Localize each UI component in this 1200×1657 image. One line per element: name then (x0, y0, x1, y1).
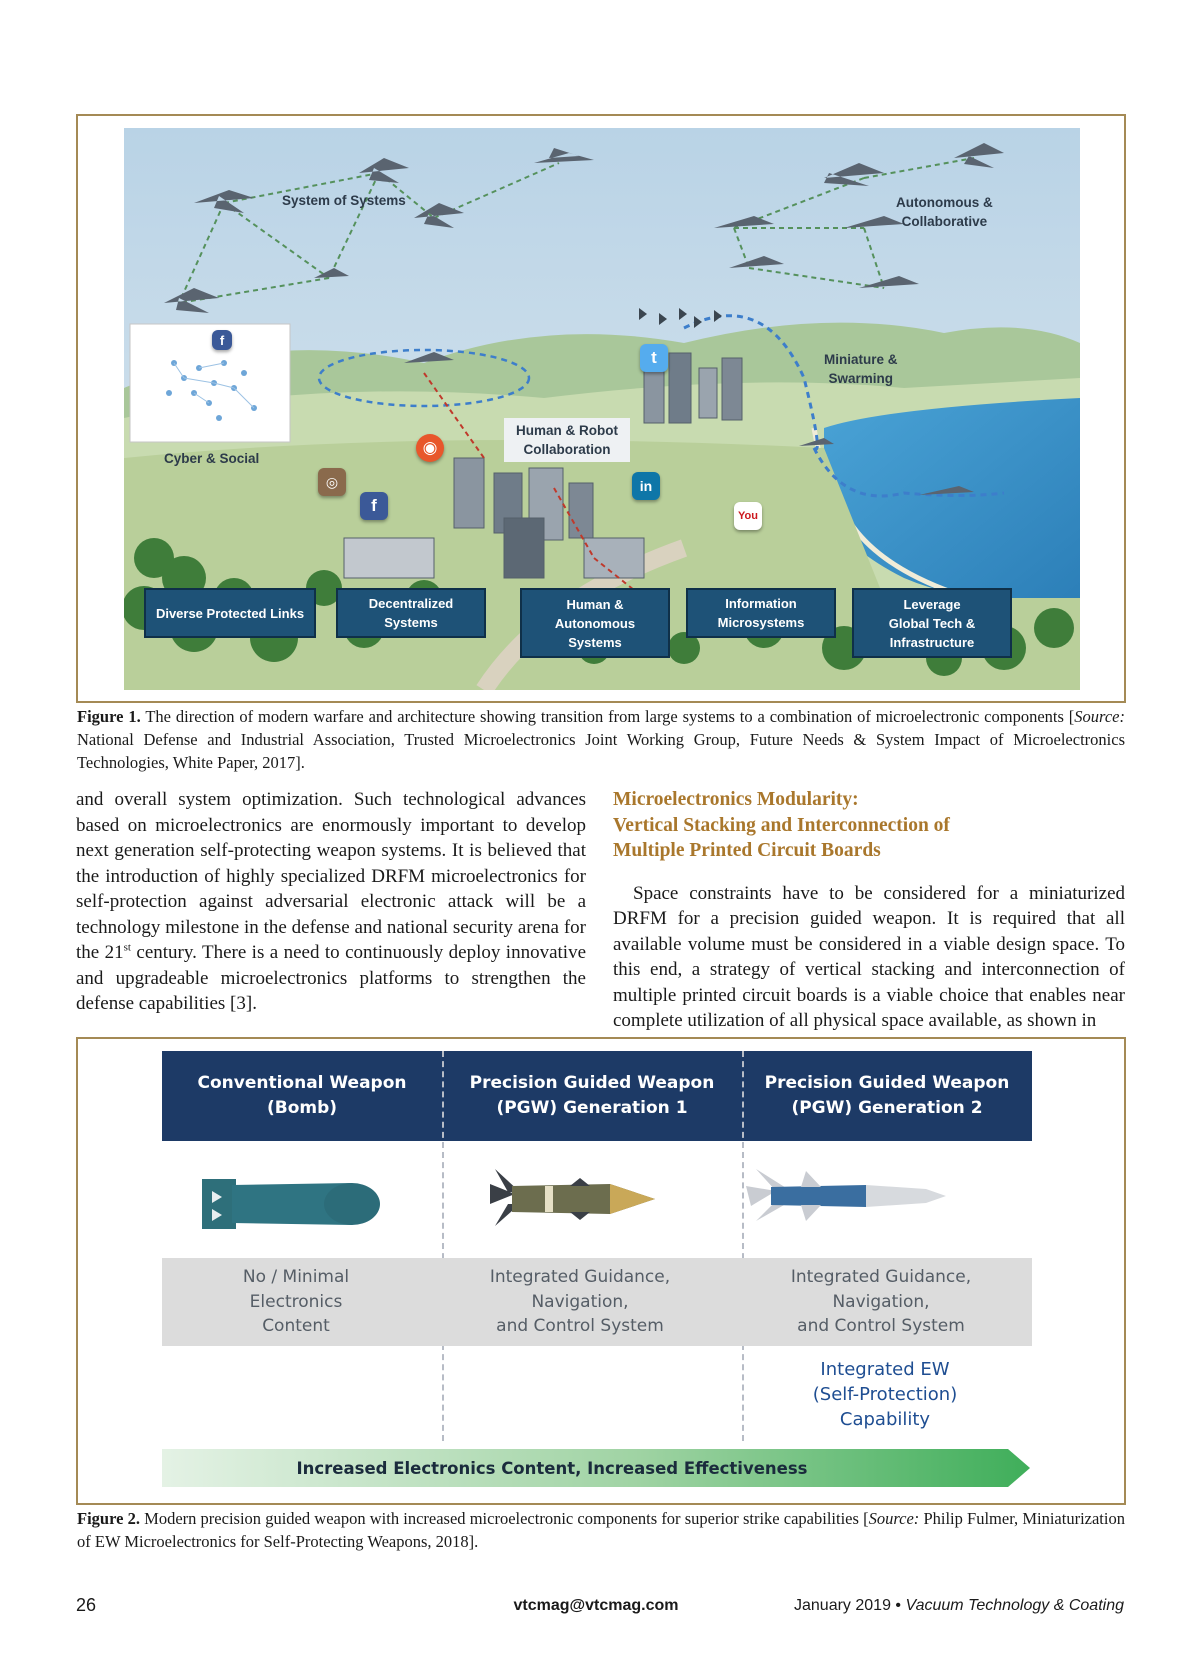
footer-bullet: • (895, 1597, 902, 1614)
right-column (613, 787, 1125, 1034)
section-heading-line-3: Multiple Printed Circuit Boards (613, 840, 881, 861)
column-divider (442, 1051, 444, 1441)
figure-1-caption-reference: National Defense and Industrial Association, Trusted Microelectronics Joint Working Group, Future Needs & System Impact of Microelectronics Technologies, White Paper, 2017]. (77, 730, 1125, 772)
header-pgw-generation-2: Precision Guided Weapon (PGW) Generation 2 (764, 1073, 1010, 1118)
label-miniature-swarming: Miniature & Swarming (824, 352, 898, 386)
box-leverage-global-tech: Leverage Global Tech & Infrastructure (852, 588, 1012, 658)
box-human-autonomous-systems: Human & Autonomous Systems (520, 588, 670, 658)
superscript: st (123, 941, 131, 954)
figure-2-caption-source: Source: (868, 1509, 920, 1528)
conventional-bomb-image (202, 1169, 392, 1239)
header-conventional-weapon: Conventional Weapon (Bomb) (197, 1073, 407, 1118)
youtube-icon: You (734, 502, 762, 530)
figure-1-caption-source: Source: (1074, 707, 1125, 726)
box-information-microsystems: Information Microsystems (686, 588, 836, 638)
box-diverse-protected-links: Diverse Protected Links (144, 588, 316, 638)
figure-2-caption-text: Modern precision guided weapon with increased microelectronic components for superior strike capabilities [ (139, 1509, 869, 1528)
figure-2 (76, 1037, 1126, 1505)
figure-1-illustration (124, 128, 1080, 690)
facebook-icon: f (360, 492, 388, 520)
figure-2-caption-reference: Philip Fulmer, Miniaturization of EW Microelectronics for Self-Protecting Weapons, 2018]. (77, 1509, 1125, 1551)
pgw-generation-1-image (490, 1164, 670, 1234)
figure-1-caption-label: Figure 1. (77, 707, 141, 726)
instagram-icon: ◎ (318, 468, 346, 496)
right-paragraph: Space constraints have to be considered for a miniaturized DRFM for a precision guided weapon. It is required that all available volume must be considered in a viable design space. To this end, a strategy of vertical stacking and interconnection of multiple printed circuit boards is a viable choice that enables near complete utilization of all physical space available, as shown in (613, 882, 1125, 1031)
left-paragraph-text: and overall system optimization. Such technological advances based on microelectronics are enormously important to develop next generation self-protecting weapon systems. It is believed that the introduction of highly specialized DRFM microelectronics for self-protection against adversarial electronic attack will be a technology milestone in the defense and national security arena for the 21 (76, 789, 586, 963)
figure-2-content-bar (162, 1258, 1032, 1346)
footer-email-link[interactable]: vtcmag@vtcmag.com (513, 1597, 679, 1614)
box-decentralized-systems: Decentralized Systems (336, 588, 486, 638)
figure-2-caption (77, 1507, 1125, 1553)
left-paragraph (76, 787, 586, 1017)
header-pgw-generation-1: Precision Guided Weapon (PGW) Generation 1 (469, 1073, 715, 1118)
rss-icon: ◉ (416, 434, 444, 462)
page-number: 26 (76, 1595, 97, 1615)
left-column (76, 787, 586, 1017)
facebook-icon: f (212, 330, 232, 350)
label-cyber-social: Cyber & Social (164, 451, 260, 466)
label-autonomous-collaborative: Autonomous & Collaborative (896, 195, 993, 229)
integrated-ew-capability: Integrated EW (Self-Protection) Capability (812, 1359, 958, 1430)
left-paragraph-text-end: century. There is a need to continuously deploy innovative and upgradeable microelectronics platforms to strengthen the defense capabilities [3]. (76, 942, 586, 1014)
footer-issue (794, 1597, 1124, 1615)
linkedin-icon: in (632, 472, 660, 500)
section-heading-line-1: Microelectronics Modularity: (613, 789, 859, 810)
magazine-name: Vacuum Technology & Coating (905, 1597, 1124, 1614)
issue-date: January 2019 (794, 1597, 891, 1614)
pgw-generation-2-image (746, 1161, 956, 1231)
content-pgw-generation-1: Integrated Guidance, Navigation, and Control System (489, 1267, 671, 1337)
figure-2-caption-label: Figure 2. (77, 1509, 140, 1528)
section-heading-line-2: Vertical Stacking and Interconnection of (613, 814, 950, 836)
label-human-robot-collaboration: Human & Robot Collaboration (504, 418, 630, 462)
section-heading (613, 787, 1125, 864)
label-system-of-systems: System of Systems (282, 193, 406, 208)
figure-1-caption-text: The direction of modern warfare and architecture showing transition from large systems to a combination of microelectronic components [ (140, 707, 1075, 726)
content-pgw-generation-2: Integrated Guidance, Navigation, and Control System (790, 1267, 972, 1337)
effectiveness-arrow-label: Increased Electronics Content, Increased Effectiveness (296, 1458, 808, 1478)
figure-1-caption (77, 705, 1125, 774)
twitter-icon: t (640, 344, 668, 372)
figure-1 (76, 114, 1126, 703)
figure-2-header-bar (162, 1051, 1032, 1141)
content-conventional: No / Minimal Electronics Content (242, 1267, 350, 1337)
